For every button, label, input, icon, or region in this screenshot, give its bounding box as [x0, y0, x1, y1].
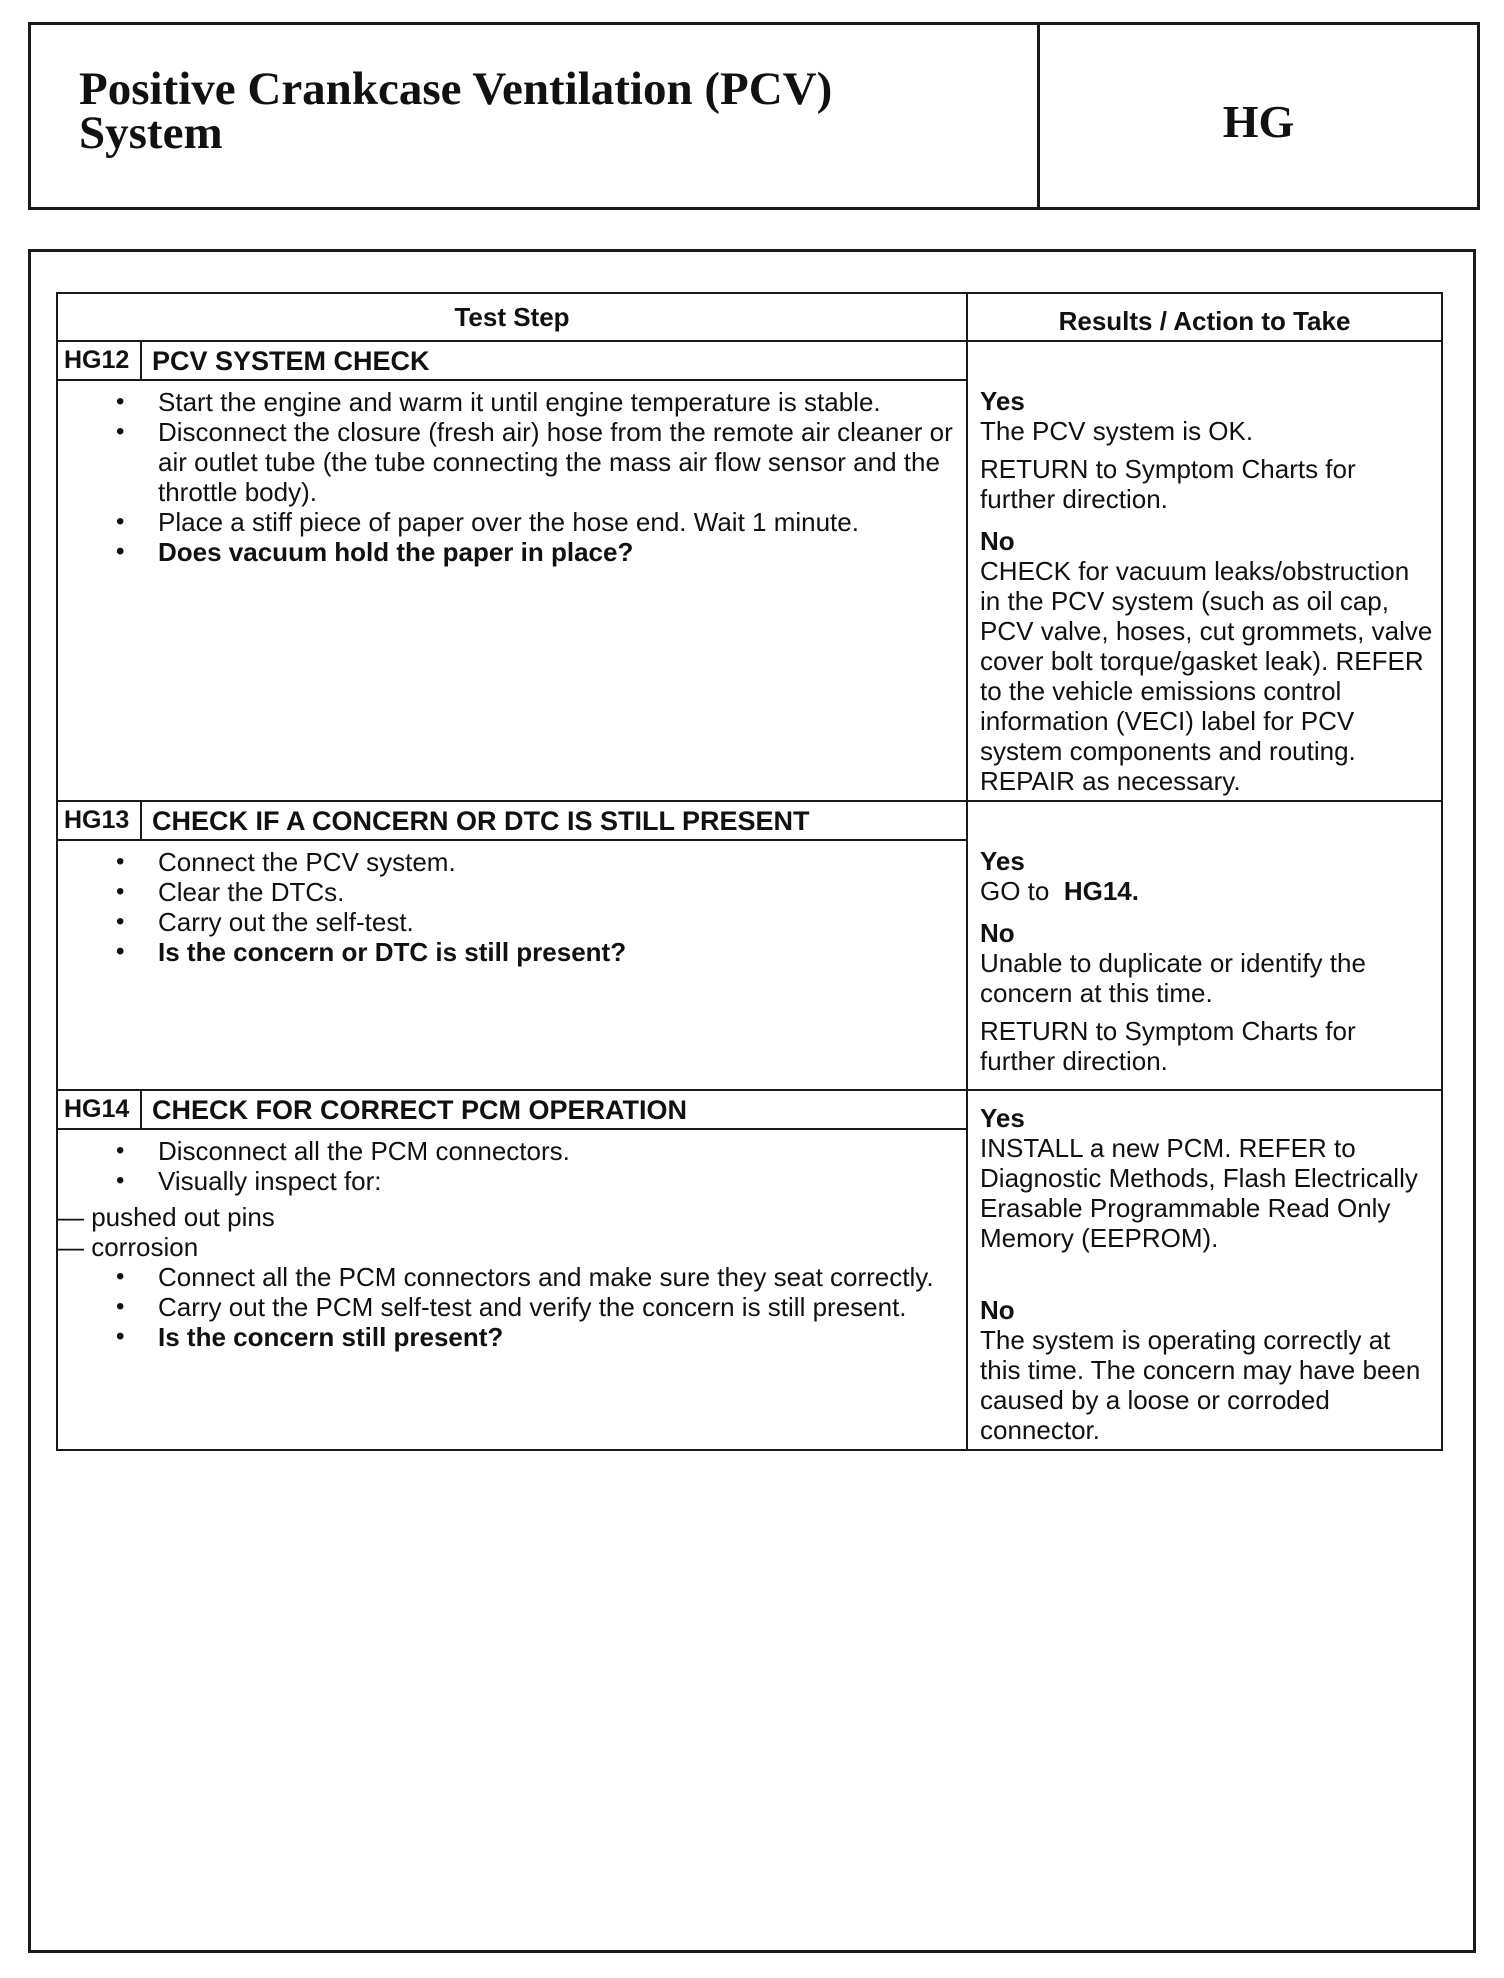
- step-results: [967, 801, 1442, 1090]
- list-item-question: • Does vacuum hold the paper in place?: [158, 537, 956, 567]
- step-code: HG12: [57, 341, 141, 380]
- list-item: • Connect the PCV system.: [158, 847, 956, 877]
- step-results: [967, 1090, 1442, 1450]
- list-item: • Clear the DTCs.: [158, 877, 956, 907]
- no-label: No: [980, 1295, 1015, 1325]
- sub-list-item: — corrosion: [58, 1232, 199, 1262]
- yes-text: INSTALL a new PCM. REFER to Diagnostic Methods, Flash Electrically Erasable Programmable Read Only Memory (EEPROM).: [980, 1133, 1418, 1253]
- list-item-question: • Is the concern still present?: [158, 1322, 956, 1352]
- step-bullet-list: [58, 1262, 956, 1352]
- page-title-line-1: Positive Crankcase Ventilation (PCV): [79, 63, 833, 115]
- yes-label: Yes: [980, 1103, 1025, 1133]
- step-bullet-list: [58, 387, 956, 567]
- list-item-question: • Is the concern or DTC is still present?: [158, 937, 956, 967]
- no-text: RETURN to Symptom Charts for further direction.: [980, 1016, 1356, 1076]
- yes-label: Yes: [980, 386, 1025, 416]
- page-title: [31, 25, 1040, 207]
- yes-text: RETURN to Symptom Charts for further direction.: [980, 454, 1356, 514]
- test-step-table: [56, 292, 1443, 1451]
- step-body: [57, 1129, 967, 1450]
- table-row: [57, 801, 1442, 840]
- goto-step-link[interactable]: HG14.: [1063, 876, 1139, 906]
- list-item: • Disconnect the closure (fresh air) hose from the remote air cleaner or air outlet tube (the tube connecting the mass air flow sensor and the throttle body).: [158, 417, 956, 507]
- table-header-row: [57, 293, 1442, 341]
- no-text: Unable to duplicate or identify the concern at this time.: [980, 948, 1366, 1008]
- list-item: • Place a stiff piece of paper over the hose end. Wait 1 minute.: [158, 507, 956, 537]
- list-item: • Start the engine and warm it until engine temperature is stable.: [158, 387, 956, 417]
- step-body: [57, 840, 967, 1090]
- step-results: [967, 341, 1442, 801]
- column-header-results: Results / Action to Take: [967, 293, 1442, 341]
- section-code: HG: [1222, 95, 1295, 147]
- column-header-test-step: Test Step: [57, 293, 967, 341]
- list-item: • Disconnect all the PCM connectors.: [158, 1136, 956, 1166]
- step-bullet-list: [58, 847, 956, 967]
- step-code: HG14: [57, 1090, 141, 1129]
- table-row: [57, 1090, 1442, 1129]
- yes-text: The PCV system is OK.: [980, 416, 1254, 446]
- step-code: HG13: [57, 801, 141, 840]
- step-body: [57, 380, 967, 801]
- step-title: CHECK FOR CORRECT PCM OPERATION: [141, 1090, 967, 1129]
- sub-list-item: — pushed out pins: [58, 1202, 275, 1232]
- table-row: [57, 341, 1442, 380]
- step-title: PCV SYSTEM CHECK: [141, 341, 967, 380]
- list-item: • Connect all the PCM connectors and make sure they seat correctly.: [158, 1262, 956, 1292]
- no-label: No: [980, 918, 1015, 948]
- yes-text: [980, 876, 1435, 906]
- list-item: • Carry out the self-test.: [158, 907, 956, 937]
- inspection-sub-list: [58, 1202, 956, 1262]
- list-item: • Carry out the PCM self-test and verify the concern is still present.: [158, 1292, 956, 1322]
- list-item: • Visually inspect for:: [158, 1166, 956, 1196]
- step-title: CHECK IF A CONCERN OR DTC IS STILL PRESENT: [141, 801, 967, 840]
- step-bullet-list: [58, 1136, 956, 1196]
- no-text: CHECK for vacuum leaks/obstruction in the PCV system (such as oil cap, PCV valve, hoses, cut grommets, valve cover bolt torque/gasket leak). REFER to the vehicle emissions control information (VECI) label for PCV system components and routing. REPAIR as necessary.: [980, 556, 1433, 796]
- page-title-line-2: System: [79, 107, 223, 159]
- goto-prefix: GO to: [980, 876, 1050, 906]
- no-label: No: [980, 526, 1015, 556]
- yes-label: Yes: [980, 846, 1025, 876]
- page-header: [28, 22, 1480, 210]
- no-text: The system is operating correctly at this time. The concern may have been caused by a loose or corroded connector.: [980, 1325, 1421, 1445]
